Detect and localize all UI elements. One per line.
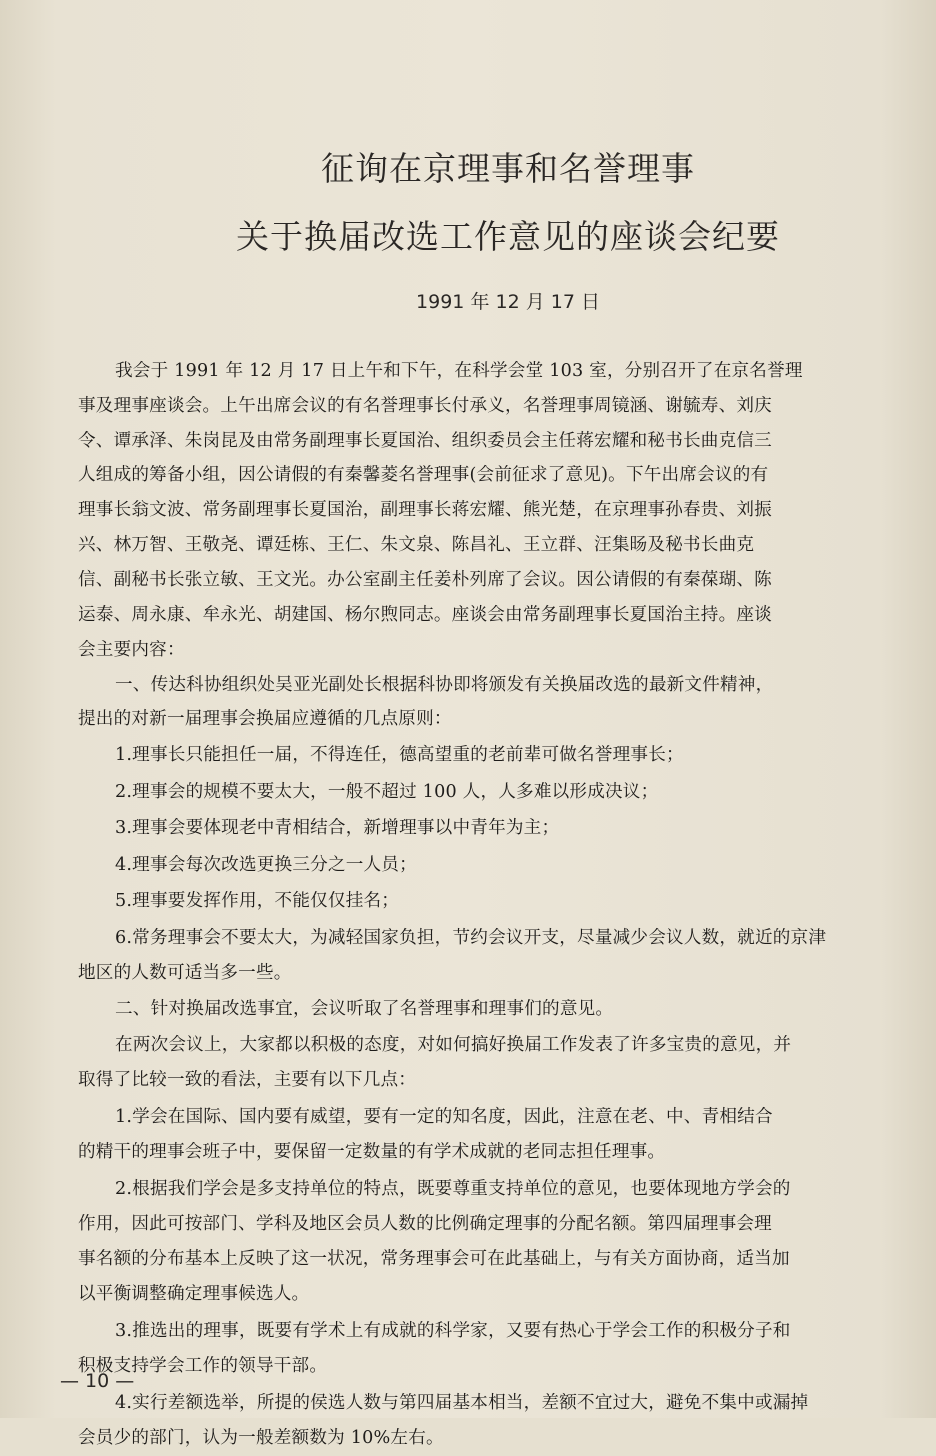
body-line: 3.推选出的理事，既要有学术上有成就的科学家，又要有热心于学会工作的积极分子和 — [115, 1321, 791, 1341]
body-line: 事名额的分布基本上反映了这一状况，常务理事会可在此基础上，与有关方面协商，适当加 — [78, 1249, 790, 1269]
body-line: 取得了比较一致的看法，主要有以下几点： — [78, 1070, 417, 1090]
body-line: 信、副秘书长张立敏、王文光。办公室副主任姜朴列席了会议。因公请假的有秦葆瑚、陈 — [78, 570, 772, 590]
body-line: 会主要内容： — [78, 640, 185, 660]
body-line: 在两次会议上，大家都以积极的态度，对如何搞好换届工作发表了许多宝贵的意见，并 — [115, 1035, 792, 1055]
body-line: 6.常务理事会不要太大，为减轻国家负担，节约会议开支，尽量减少会议人数，就近的京津 — [115, 928, 827, 948]
body-line: 4.实行差额选举，所提的侯选人数与第四届基本相当，差额不宜过大，避免不集中或漏掉 — [115, 1393, 809, 1413]
meeting-date: 1991 年 12 月 17 日 — [416, 291, 600, 313]
body-line: 事及理事座谈会。上午出席会议的有名誉理事长付承义，名誉理事周镜涵、谢毓寿、刘庆 — [78, 396, 772, 416]
title-line-1: 征询在京理事和名誉理事 — [321, 149, 695, 188]
body-line: 提出的对新一届理事会换届应遵循的几点原则： — [78, 709, 452, 729]
body-line: 理事长翁文波、常务副理事长夏国治，副理事长蒋宏耀、熊光楚，在京理事孙春贵、刘振 — [78, 500, 772, 520]
body-line: 4.理事会每次改选更换三分之一人员； — [115, 855, 417, 875]
body-line: 1.理事长只能担任一届，不得连任，德高望重的老前辈可做名誉理事长； — [115, 745, 684, 765]
body-line: 兴、林万智、王敬尧、谭廷栋、王仁、朱文泉、陈昌礼、王立群、汪集旸及秘书长曲克 — [78, 535, 755, 555]
body-line: 1.学会在国际、国内要有威望，要有一定的知名度，因此，注意在老、中、青相结合 — [115, 1107, 773, 1127]
body-line: 3.理事会要体现老中青相结合，新增理事以中青年为主； — [115, 818, 560, 838]
body-line: 运泰、周永康、牟永光、胡建国、杨尔煦同志。座谈会由常务副理事长夏国治主持。座谈 — [78, 605, 772, 625]
body-line: 一、传达科协组织处吴亚光副处长根据科协即将颁发有关换届改选的最新文件精神， — [115, 675, 774, 695]
body-line: 2.根据我们学会是多支持单位的特点，既要尊重支持单位的意见，也要体现地方学会的 — [115, 1179, 791, 1199]
body-line: 令、谭承泽、朱岗昆及由常务副理事长夏国治、组织委员会主任蒋宏耀和秘书长曲克信三 — [78, 431, 772, 451]
page-number: — 10 — — [60, 1370, 135, 1392]
body-line: 以平衡调整确定理事候选人。 — [78, 1284, 310, 1304]
body-line: 二、针对换届改选事宜，会议听取了名誉理事和理事们的意见。 — [115, 999, 614, 1019]
body-line: 地区的人数可适当多一些。 — [78, 963, 292, 983]
body-line: 积极支持学会工作的领导干部。 — [78, 1356, 328, 1376]
body-line: 我会于 1991 年 12 月 17 日上午和下午，在科学会堂 103 室，分别召开了在京名誉理 — [115, 361, 803, 381]
title-line-2: 关于换届改选工作意见的座谈会纪要 — [236, 217, 780, 256]
body-line: 的精干的理事会班子中，要保留一定数量的有学术成就的老同志担任理事。 — [78, 1142, 666, 1162]
body-line: 作用，因此可按部门、学科及地区会员人数的比例确定理事的分配名额。第四届理事会理 — [78, 1214, 772, 1234]
body-line: 2.理事会的规模不要太大，一般不超过 100 人，人多难以形成决议； — [115, 782, 659, 802]
body-line: 人组成的筹备小组，因公请假的有秦馨菱名誉理事(会前征求了意见)。下午出席会议的有 — [78, 465, 769, 485]
body-line: 5.理事要发挥作用，不能仅仅挂名； — [115, 891, 400, 911]
body-line: 会员少的部门，认为一般差额数为 10%左右。 — [78, 1428, 444, 1448]
